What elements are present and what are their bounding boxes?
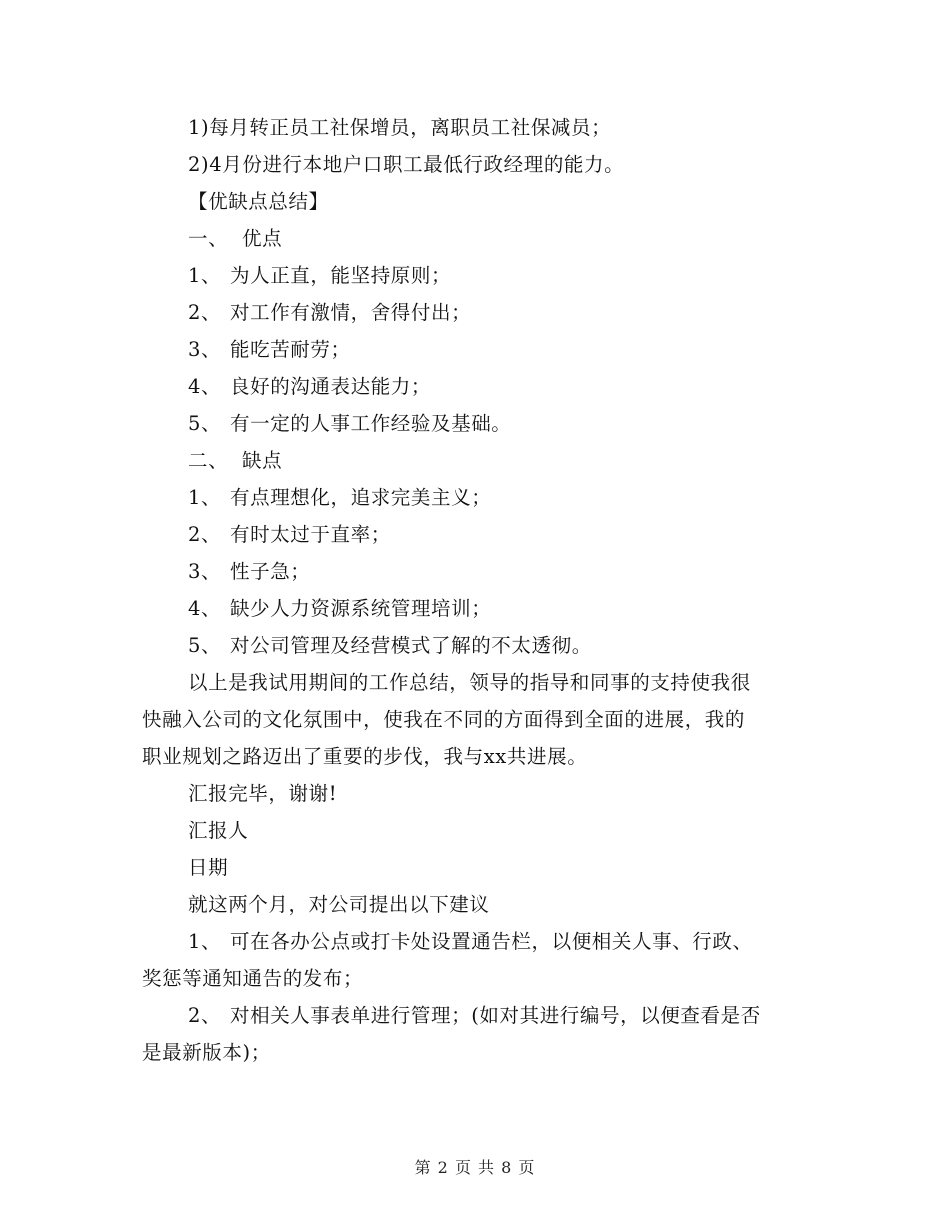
list-item: [142, 294, 812, 331]
closing-line: 汇报完毕，谢谢!: [188, 782, 338, 805]
list-item: [142, 627, 812, 664]
list-text: 为人正直，能坚持原则；: [230, 264, 452, 287]
reporter-label: 汇报人: [188, 819, 249, 842]
section-title-weaknesses: [142, 442, 812, 479]
list-text: 对公司管理及经营模式了解的不太透彻。: [230, 634, 592, 657]
section-title: 优点: [242, 227, 283, 250]
section-title: 缺点: [242, 449, 283, 472]
list-number: 2、: [188, 1004, 222, 1027]
summary-line: 以上是我试用期间的工作总结，领导的指导和同事的支持使我很: [188, 671, 751, 694]
list-number: 4、: [188, 597, 222, 620]
list-text: 能吃苦耐劳；: [230, 338, 351, 361]
list-number: 3、: [188, 560, 222, 583]
list-number: 2、: [188, 523, 222, 546]
list-text: 有点理想化，追求完美主义；: [230, 486, 492, 509]
list-item: [142, 257, 812, 294]
list-number: 1、: [188, 264, 222, 287]
document-body: [142, 109, 812, 1071]
list-item: [142, 479, 812, 516]
summary-line: 职业规划之路迈出了重要的步伐，我与xx共进展。: [142, 745, 588, 768]
section-heading: 【优缺点总结】: [188, 190, 329, 213]
list-item: [142, 405, 812, 442]
section-title-strengths: [142, 220, 812, 257]
list-number: 4、: [188, 375, 222, 398]
list-text: 有时太过于直率；: [230, 523, 391, 546]
list-text: 良好的沟通表达能力；: [230, 375, 432, 398]
section-number: 二、: [188, 449, 229, 472]
list-number: 3、: [188, 338, 222, 361]
suggestion-intro: 就这两个月，对公司提出以下建议: [188, 893, 490, 916]
suggestion-continuation: 是最新版本)；: [142, 1041, 271, 1064]
list-text: 对相关人事表单进行管理；(如对其进行编号，以便查看是否: [230, 1004, 761, 1027]
list-text: 可在各办公点或打卡处设置通告栏，以便相关人事、行政、: [230, 930, 753, 953]
date-label: 日期: [188, 856, 229, 879]
list-text: 对工作有激情，舍得付出；: [230, 301, 472, 324]
list-number: 2、: [188, 301, 222, 324]
list-number: 5、: [188, 634, 222, 657]
list-item: [142, 516, 812, 553]
list-text: 性子急；: [230, 560, 311, 583]
list-item: [142, 590, 812, 627]
suggestion-continuation: 奖惩等通知通告的发布；: [142, 967, 364, 990]
section-number: 一、: [188, 227, 229, 250]
suggestion-item: [142, 997, 812, 1034]
paragraph-line: 2)4月份进行本地户口职工最低行政经理的能力。: [188, 153, 625, 176]
list-text: 缺少人力资源系统管理培训；: [230, 597, 492, 620]
list-text: 有一定的人事工作经验及基础。: [230, 412, 512, 435]
page-footer: 第 2 页 共 8 页: [414, 1158, 536, 1177]
paragraph-line: 1)每月转正员工社保增员，离职员工社保减员；: [188, 116, 612, 139]
list-number: 1、: [188, 486, 222, 509]
list-number: 5、: [188, 412, 222, 435]
list-item: [142, 368, 812, 405]
suggestion-item: [142, 923, 812, 960]
list-item: [142, 553, 812, 590]
summary-line: 快融入公司的文化氛围中，使我在不同的方面得到全面的进展，我的: [142, 708, 746, 731]
list-number: 1、: [188, 930, 222, 953]
list-item: [142, 331, 812, 368]
